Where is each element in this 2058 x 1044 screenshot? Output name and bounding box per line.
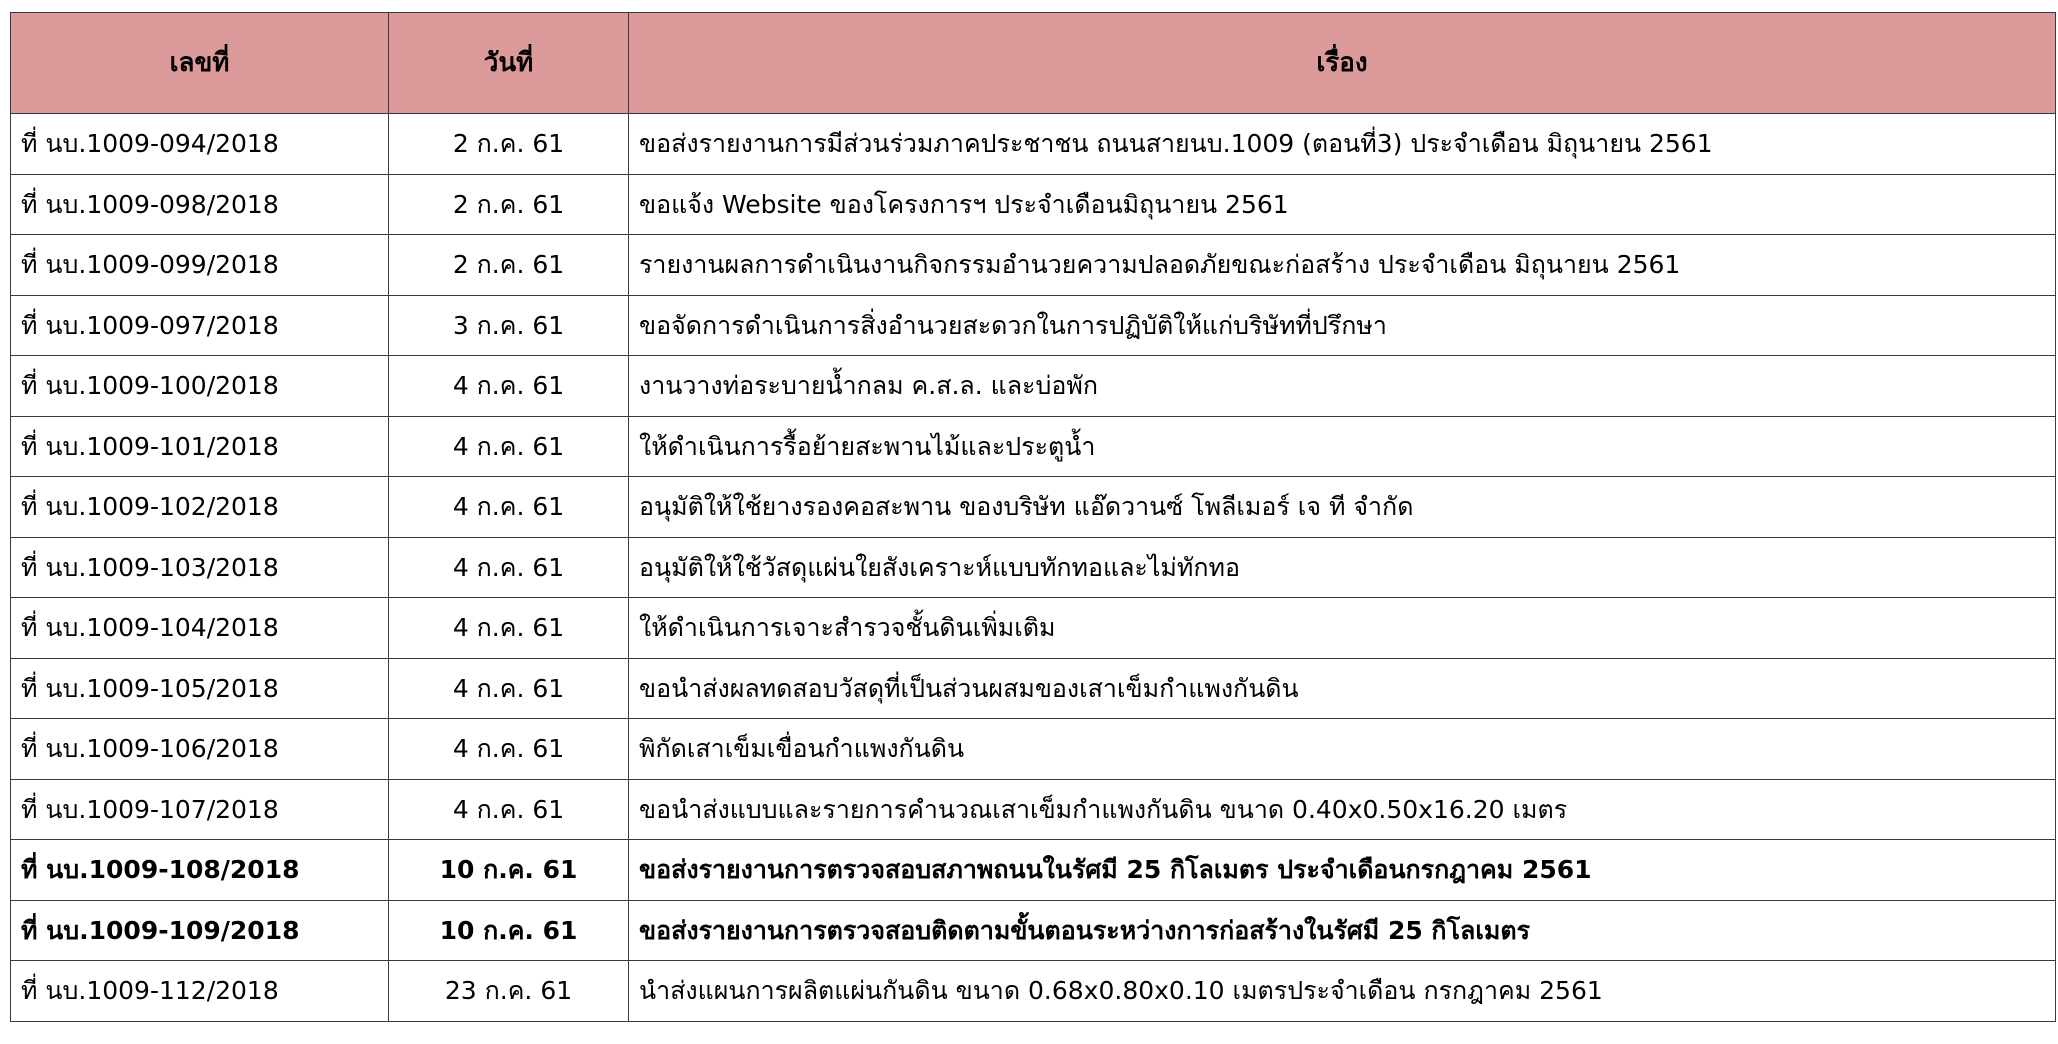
- cell-date: 10 ก.ค. 61: [389, 900, 629, 961]
- cell-document-number: ที่ นบ.1009-100/2018: [11, 356, 389, 417]
- cell-document-number: ที่ นบ.1009-097/2018: [11, 295, 389, 356]
- registry-table: [10, 12, 2056, 1022]
- table-row: [11, 295, 2056, 356]
- table-row: [11, 779, 2056, 840]
- cell-document-number: ที่ นบ.1009-098/2018: [11, 174, 389, 235]
- table-row: [11, 961, 2056, 1022]
- cell-subject: พิกัดเสาเข็มเขื่อนกำแพงกันดิน: [629, 719, 2056, 780]
- cell-subject: นำส่งแผนการผลิตแผ่นกันดิน ขนาด 0.68x0.80x0.10 เมตรประจำเดือน กรกฎาคม 2561: [629, 961, 2056, 1022]
- table-row: [11, 598, 2056, 659]
- cell-date: 2 ก.ค. 61: [389, 114, 629, 175]
- cell-subject: ให้ดำเนินการเจาะสำรวจชั้นดินเพิ่มเติม: [629, 598, 2056, 659]
- cell-date: 23 ก.ค. 61: [389, 961, 629, 1022]
- cell-date: 4 ก.ค. 61: [389, 658, 629, 719]
- cell-date: 4 ก.ค. 61: [389, 416, 629, 477]
- cell-date: 4 ก.ค. 61: [389, 598, 629, 659]
- table-header: [11, 13, 2056, 114]
- cell-document-number: ที่ นบ.1009-101/2018: [11, 416, 389, 477]
- cell-date: 4 ก.ค. 61: [389, 537, 629, 598]
- table-row: [11, 658, 2056, 719]
- cell-subject: อนุมัติให้ใช้วัสดุแผ่นใยสังเคราะห์แบบทักทอและไม่ทักทอ: [629, 537, 2056, 598]
- table-body: [11, 114, 2056, 1022]
- cell-subject: ให้ดำเนินการรื้อย้ายสะพานไม้และประตูน้ำ: [629, 416, 2056, 477]
- column-header-date: วันที่: [389, 13, 629, 114]
- table-header-row: [11, 13, 2056, 114]
- cell-subject: อนุมัติให้ใช้ยางรองคอสะพาน ของบริษัท แอ๊ดวานซ์ โพลีเมอร์ เจ ที จำกัด: [629, 477, 2056, 538]
- cell-document-number: ที่ นบ.1009-108/2018: [11, 840, 389, 901]
- cell-document-number: ที่ นบ.1009-094/2018: [11, 114, 389, 175]
- cell-subject: ขอส่งรายงานการตรวจสอบติดตามขั้นตอนระหว่างการก่อสร้างในรัศมี 25 กิโลเมตร: [629, 900, 2056, 961]
- cell-subject: ขอส่งรายงานการมีส่วนร่วมภาคประชาชน ถนนสายนบ.1009 (ตอนที่3) ประจำเดือน มิถุนายน 2561: [629, 114, 2056, 175]
- cell-document-number: ที่ นบ.1009-102/2018: [11, 477, 389, 538]
- cell-subject: ขอนำส่งผลทดสอบวัสดุที่เป็นส่วนผสมของเสาเข็มกำแพงกันดิน: [629, 658, 2056, 719]
- cell-date: 2 ก.ค. 61: [389, 174, 629, 235]
- table-row: [11, 900, 2056, 961]
- cell-document-number: ที่ นบ.1009-105/2018: [11, 658, 389, 719]
- cell-subject: ขอนำส่งแบบและรายการคำนวณเสาเข็มกำแพงกันดิน ขนาด 0.40x0.50x16.20 เมตร: [629, 779, 2056, 840]
- cell-document-number: ที่ นบ.1009-112/2018: [11, 961, 389, 1022]
- cell-subject: งานวางท่อระบายน้ำกลม ค.ส.ล. และบ่อพัก: [629, 356, 2056, 417]
- cell-date: 4 ก.ค. 61: [389, 719, 629, 780]
- table-row: [11, 719, 2056, 780]
- cell-subject: ขอจัดการดำเนินการสิ่งอำนวยสะดวกในการปฏิบัติให้แก่บริษัทที่ปรึกษา: [629, 295, 2056, 356]
- cell-document-number: ที่ นบ.1009-103/2018: [11, 537, 389, 598]
- column-header-number: เลขที่: [11, 13, 389, 114]
- table-row: [11, 114, 2056, 175]
- table-row: [11, 174, 2056, 235]
- table-row: [11, 235, 2056, 296]
- cell-date: 4 ก.ค. 61: [389, 356, 629, 417]
- cell-date: 3 ก.ค. 61: [389, 295, 629, 356]
- table-row: [11, 416, 2056, 477]
- cell-document-number: ที่ นบ.1009-106/2018: [11, 719, 389, 780]
- cell-subject: ขอส่งรายงานการตรวจสอบสภาพถนนในรัศมี 25 กิโลเมตร ประจำเดือนกรกฎาคม 2561: [629, 840, 2056, 901]
- cell-subject: รายงานผลการดำเนินงานกิจกรรมอำนวยความปลอดภัยขณะก่อสร้าง ประจำเดือน มิถุนายน 2561: [629, 235, 2056, 296]
- table-row: [11, 477, 2056, 538]
- column-header-subject: เรื่อง: [629, 13, 2056, 114]
- table-row: [11, 840, 2056, 901]
- table-row: [11, 356, 2056, 417]
- cell-subject: ขอแจ้ง Website ของโครงการฯ ประจำเดือนมิถุนายน 2561: [629, 174, 2056, 235]
- cell-document-number: ที่ นบ.1009-109/2018: [11, 900, 389, 961]
- cell-date: 10 ก.ค. 61: [389, 840, 629, 901]
- cell-document-number: ที่ นบ.1009-099/2018: [11, 235, 389, 296]
- cell-document-number: ที่ นบ.1009-107/2018: [11, 779, 389, 840]
- table-row: [11, 537, 2056, 598]
- cell-date: 4 ก.ค. 61: [389, 477, 629, 538]
- cell-date: 4 ก.ค. 61: [389, 779, 629, 840]
- cell-document-number: ที่ นบ.1009-104/2018: [11, 598, 389, 659]
- cell-date: 2 ก.ค. 61: [389, 235, 629, 296]
